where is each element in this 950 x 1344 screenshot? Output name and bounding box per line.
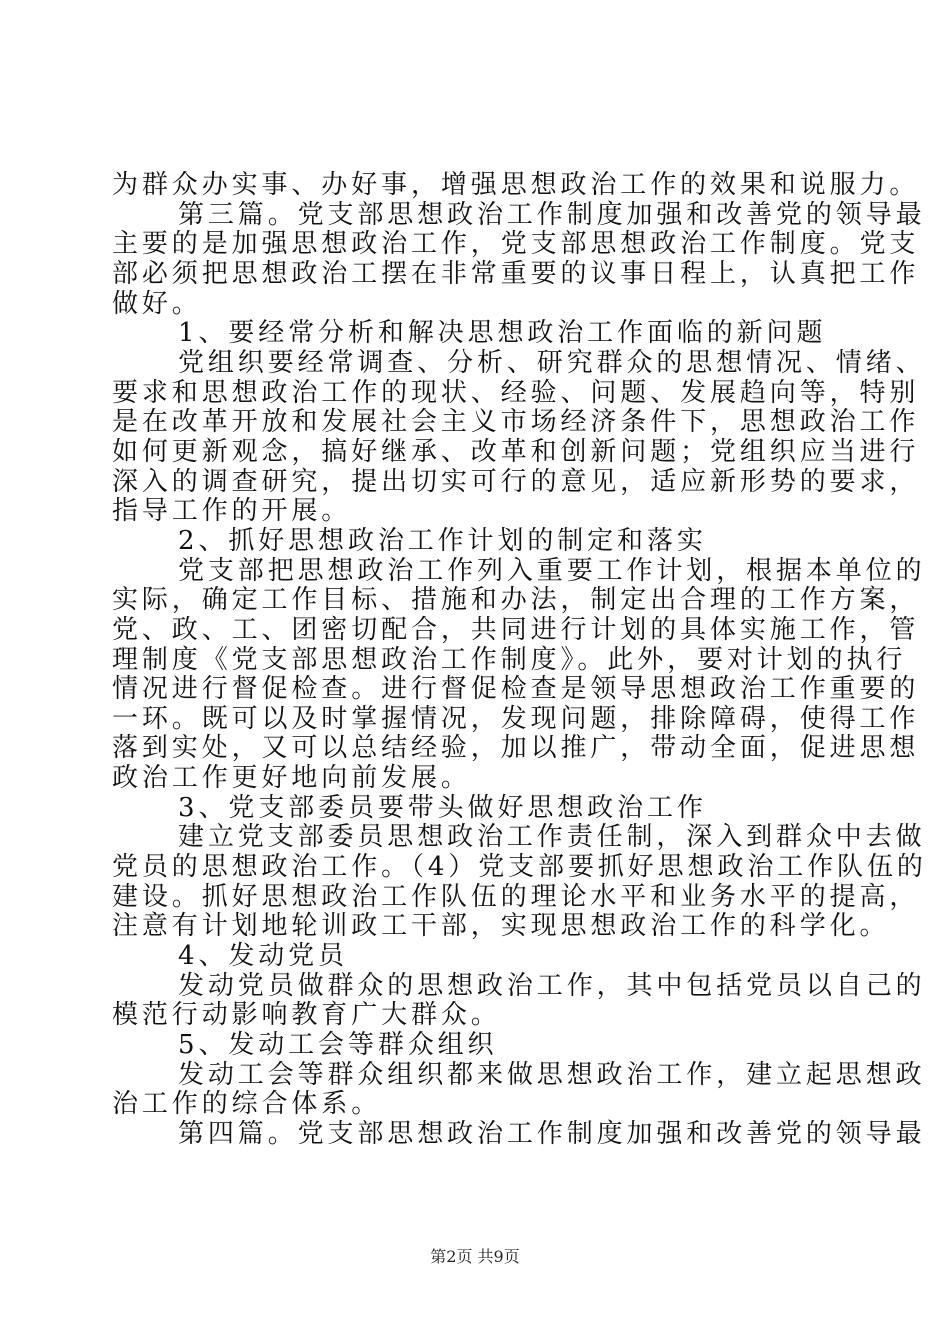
text-line: 政治工作更好地向前发展。 — [112, 763, 471, 794]
text-line: 发动工会等群众组织都来做思想政治工作，建立起思想政 — [178, 1059, 926, 1090]
text-line: 理制度《党支部思想政治工作制度》。此外，要对计划的执行 — [112, 644, 907, 675]
text-line: 第三篇。党支部思想政治工作制度加强和改善党的领导最 — [178, 199, 926, 230]
text-line: 注意有计划地轮训政工干部，实现思想政治工作的科学化。 — [112, 911, 890, 942]
text-line: 建立党支部委员思想政治工作责任制，深入到群众中去做 — [178, 822, 926, 853]
text-line: 建设。抓好思想政治工作队伍的理论水平和业务水平的提高， — [112, 881, 920, 912]
text-line: 5、发动工会等群众组织 — [178, 1030, 498, 1061]
text-line: 要求和思想政治工作的现状、经验、问题、发展趋向等，特别 — [112, 377, 920, 408]
text-line: 1、要经常分析和解决思想政治工作面临的新问题 — [178, 318, 827, 349]
text-line: 是在改革开放和发展社会主义市场经济条件下，思想政治工作 — [112, 407, 920, 438]
text-line: 落到实处，又可以总结经验，加以推广，带动全面，促进思想 — [112, 733, 920, 764]
text-line: 党员的思想政治工作。（4）党支部要抓好思想政治工作队伍的 — [112, 852, 927, 883]
text-line: 2、抓好思想政治工作计划的制定和落实 — [178, 525, 707, 556]
text-line: 为群众办实事、办好事，增强思想政治工作的效果和说服力。 — [112, 170, 920, 200]
text-line: 发动党员做群众的思想政治工作，其中包括党员以自己的 — [178, 970, 926, 1001]
text-line: 党、政、工、团密切配合，共同进行计划的具体实施工作，管 — [112, 614, 920, 645]
document-body — [112, 170, 927, 1150]
text-line: 党支部把思想政治工作列入重要工作计划，根据本单位的 — [178, 555, 926, 586]
text-line: 指导工作的开展。 — [112, 496, 352, 527]
text-line: 部必须把思想政治工摆在非常重要的议事日程上，认真把工作 — [112, 258, 920, 289]
text-line: 第四篇。党支部思想政治工作制度加强和改善党的领导最 — [178, 1119, 926, 1149]
text-line: 3、党支部委员要带头做好思想政治工作 — [178, 792, 707, 823]
page-footer: 第2页 共9页 — [430, 1247, 520, 1266]
text-line: 如何更新观念，搞好继承、改革和创新问题；党组织应当进行 — [112, 436, 920, 467]
text-line: 做好。 — [112, 288, 202, 319]
text-line: 模范行动影响教育广大群众。 — [112, 1000, 501, 1031]
text-line: 党组织要经常调查、分析、研究群众的思想情况、情绪、 — [178, 347, 926, 378]
text-line: 深入的调查研究，提出切实可行的意见，适应新形势的要求， — [112, 466, 920, 497]
text-line: 一环。既可以及时掌握情况，发现问题，排除障碍，使得工作 — [112, 703, 920, 734]
text-line: 4、发动党员 — [178, 941, 348, 972]
text-line: 治工作的综合体系。 — [112, 1089, 382, 1120]
text-line: 实际，确定工作目标、措施和办法，制定出合理的工作方案， — [112, 585, 920, 616]
text-line: 情况进行督促检查。进行督促检查是领导思想政治工作重要的 — [112, 674, 920, 705]
text-line: 主要的是加强思想政治工作，党支部思想政治工作制度。党支 — [112, 229, 920, 260]
